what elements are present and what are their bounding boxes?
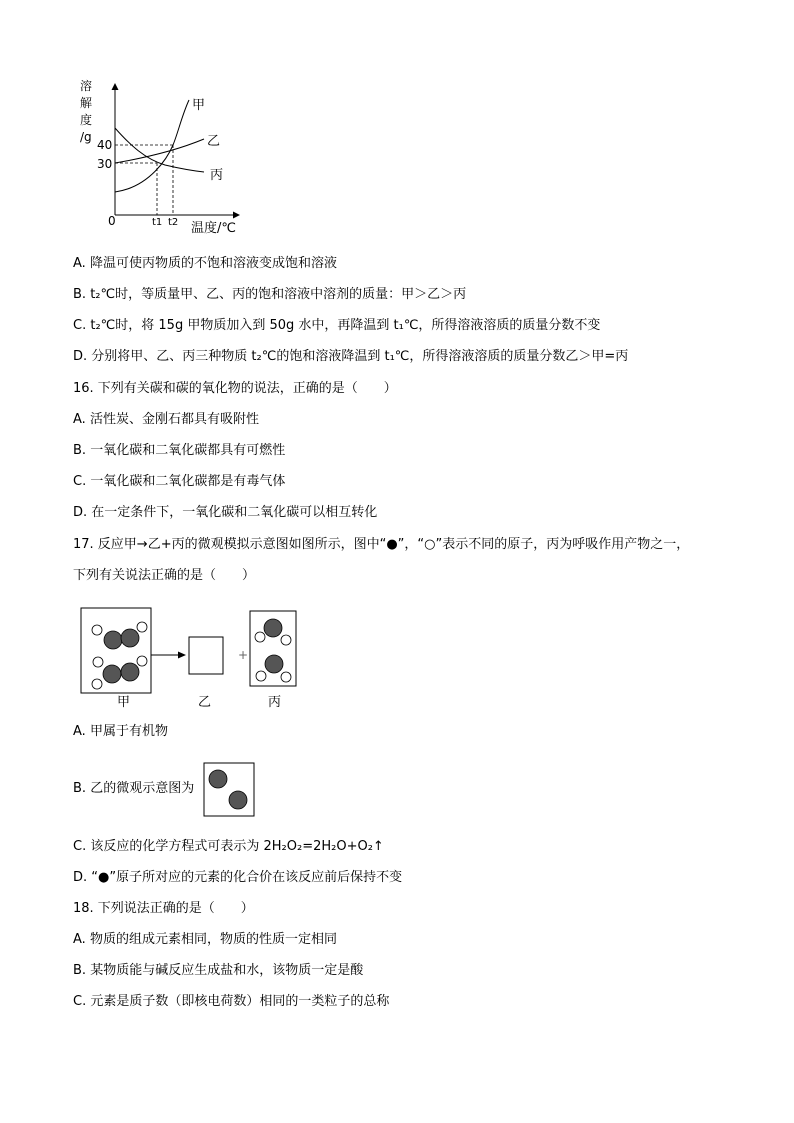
q18-option-b: B. 某物质能与碱反应生成盐和水，该物质一定是酸: [73, 963, 364, 978]
x-axis-label: 温度/℃: [191, 221, 236, 236]
q17-option-c: C. 该反应的化学方程式可表示为 2H₂O₂=2H₂O+O₂↑: [73, 839, 384, 854]
q15-option-c: C. t₂℃时，将 15g 甲物质加入到 50g 水中，再降温到 t₁℃，所得溶液溶质的质量分数不变: [73, 318, 601, 333]
molecule-h2o2-bottom: [92, 656, 147, 689]
y-axis-label-char: 解: [80, 96, 93, 110]
molecule-h2o-bottom: [256, 655, 291, 682]
y-axis-label-char: /g: [80, 130, 92, 144]
q17-stem-line1: 17. 反应甲→乙+丙的微观模拟示意图如图所示，图中“●”，“○”表示不同的原子，丙为呼吸作用产物之一，: [73, 537, 690, 552]
molecule-box-yi: [189, 637, 223, 674]
x-axis-arrow-icon: [233, 212, 240, 219]
series-line-jia: [115, 100, 189, 192]
q16-stem: 16. 下列有关碳和碳的氧化物的说法，正确的是（ ）: [73, 381, 397, 396]
solubility-chart: [70, 75, 250, 240]
molecule-label-yi: 乙: [198, 695, 212, 710]
series-label-yi: 乙: [207, 134, 221, 149]
x-tick-label-t2: t2: [168, 217, 179, 228]
series-label-bing: 丙: [210, 168, 224, 183]
y-axis-label-char: 溶: [80, 79, 93, 93]
o-atom-icon: [209, 770, 227, 788]
q17-option-a: A. 甲属于有机物: [73, 724, 168, 739]
series-line-bing: [115, 128, 204, 172]
q18-option-c: C. 元素是质子数（即核电荷数）相同的一类粒子的总称: [73, 994, 390, 1009]
molecule-h2o2-top: [92, 622, 147, 649]
y-axis-label: [80, 78, 92, 144]
o-atom-icon: [229, 791, 247, 809]
molecule-label-jia: 甲: [117, 695, 131, 710]
q17-stem-line2: 下列有关说法正确的是（ ）: [73, 568, 256, 583]
molecule-h2o-top: [255, 619, 291, 645]
q18-stem: 18. 下列说法正确的是（ ）: [73, 901, 254, 916]
q18-option-a: A. 物质的组成元素相同，物质的性质一定相同: [73, 932, 337, 947]
y-axis-arrow-icon: [112, 83, 119, 90]
plus-sign: +: [238, 648, 249, 662]
q15-option-b: B. t₂℃时，等质量甲、乙、丙的饱和溶液中溶剂的质量：甲＞乙＞丙: [73, 287, 467, 302]
y-tick-label-40: 40: [97, 138, 113, 152]
q17-option-d: D. “●”原子所对应的元素的化合价在该反应前后保持不变: [73, 870, 403, 885]
reaction-diagram: [78, 605, 303, 713]
y-axis-label-char: 度: [80, 113, 93, 127]
series-label-jia: 甲: [192, 98, 206, 113]
x-tick-label-t1: t1: [152, 217, 163, 228]
molecule-o2-diagram: [203, 762, 255, 818]
q16-option-d: D. 在一定条件下，一氧化碳和二氧化碳可以相互转化: [73, 505, 378, 520]
q16-option-c: C. 一氧化碳和二氧化碳都是有毒气体: [73, 474, 286, 489]
y-tick-label-30: 30: [97, 157, 113, 171]
molecule-label-bing: 丙: [268, 695, 282, 710]
q15-option-d: D. 分别将甲、乙、丙三种物质 t₂℃的饱和溶液降温到 t₁℃，所得溶液溶质的质量分数乙＞甲=丙: [73, 349, 629, 364]
reaction-arrow-head-icon: [178, 652, 186, 659]
q15-option-a: A. 降温可使丙物质的不饱和溶液变成饱和溶液: [73, 256, 337, 271]
origin-label: 0: [108, 214, 116, 228]
q17-option-b: B. 乙的微观示意图为: [73, 781, 195, 796]
q16-option-a: A. 活性炭、金刚石都具有吸附性: [73, 412, 259, 427]
q16-option-b: B. 一氧化碳和二氧化碳都具有可燃性: [73, 443, 286, 458]
